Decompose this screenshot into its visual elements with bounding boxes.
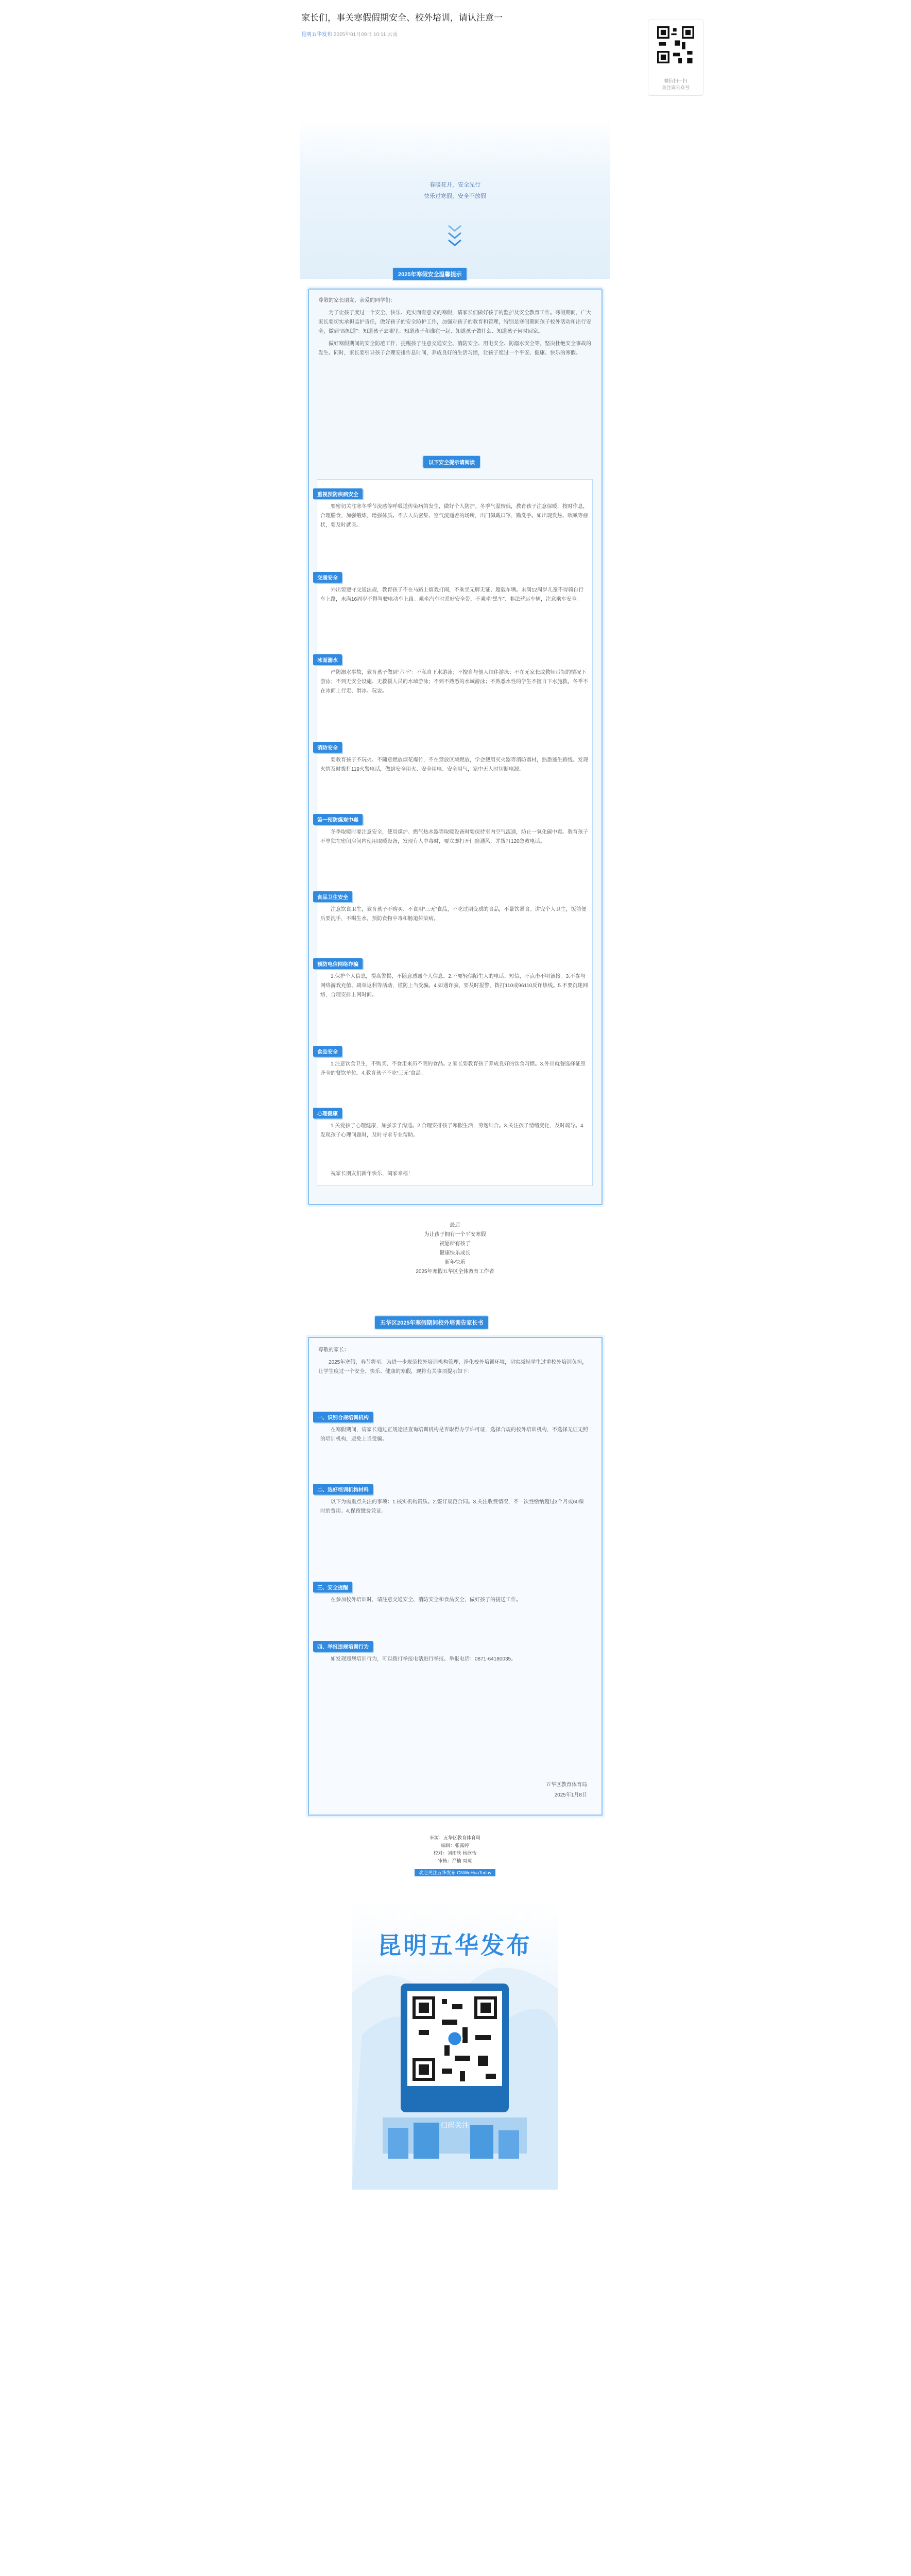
notice-title: 五华区2025年寒假期间校外培训告家长书: [375, 1316, 488, 1329]
credit-line: 编辑：张露婷: [441, 1843, 469, 1848]
section-text: [320, 972, 588, 1003]
credit-line: 审核：严楠 周琼: [438, 1858, 472, 1863]
notice-panel: [308, 1337, 603, 1816]
section-paragraph: 要教育孩子不玩火、不随意燃放烟花爆竹，不在禁放区域燃放，学会使用灭火器等消防器材，熟悉逃生路线。发现火情及时拨打119火警电话，做到安全用火、安全用电、安全用气，家中无人时切断电源。: [320, 757, 588, 772]
notice-section-tag: 一、识别合规培训机构: [313, 1412, 373, 1422]
closing-line: 新年快乐: [444, 1260, 466, 1265]
notice-section-tag: 二、选好培训机构材料: [313, 1484, 373, 1495]
section-text: [320, 1122, 588, 1143]
section-tag: 第一预防煤炭中毒: [313, 814, 363, 825]
section-paragraph: 1.关爱孩子心理健康，加强亲子沟通。2.合理安排孩子寒假生活，劳逸结合。3.关注孩子情绪变化，及时疏导。4.发现孩子心理问题时，及时寻求专业帮助。: [320, 1123, 585, 1138]
follow-tag: 欢迎关注五华发布 CNWuHuaToday: [415, 1869, 495, 1876]
notice-section-tag: 三、安全提醒: [313, 1582, 352, 1592]
closing-line: 祝愿所有孩子: [439, 1241, 471, 1247]
notice-section-tag: 四、举报违规培训行为: [313, 1641, 373, 1652]
credit-line: 校对：刘雨欣 杨欣怡: [433, 1851, 477, 1856]
section-tag: 食品卫生安全: [313, 891, 352, 902]
source-link[interactable]: 昆明五华发布: [301, 32, 332, 38]
notice-section-paragraph: 以下为需重点关注的事项：1.核实机构资质。2.签订规范合同。3.关注收费情况，不一次性缴纳超过3个月或60课时的费用。4.保留缴费凭证。: [320, 1499, 584, 1514]
notice-paragraph: 2025年寒假，春节将至。为进一步规范校外培训机构管理，净化校外培训环境，切实减轻学生过重校外培训负担，让学生度过一个安全、快乐、健康的寒假，现将有关事项提示如下：: [318, 1360, 588, 1375]
section-tag: 食品安全: [313, 1046, 342, 1057]
section-text: [320, 586, 588, 607]
notice-sign-date: 2025年1月8日: [554, 1792, 587, 1798]
letter-intro: [318, 296, 591, 361]
notice-section-paragraph: 在参加校外培训时，请注意交通安全、消防安全和食品安全，做好孩子的接送工作。: [331, 1597, 521, 1603]
credits-block: [300, 1834, 610, 1877]
notice-intro: [318, 1346, 591, 1380]
notice-section-text: [320, 1655, 588, 1667]
section-paragraph: 1.保护个人信息，提高警惕，不随意透露个人信息。2.不要轻信陌生人的电话、短信，不点击不明链接。3.不参与网络游戏充值、刷单返利等活动，谨防上当受骗。4.如遇诈骗，要及时报警，拨打110或96110反诈热线。5.不要沉迷网络，合理安排上网时间。: [320, 974, 588, 998]
tips-title: 以下安全提示请阅读: [423, 456, 480, 468]
closing-line: 为让孩子拥有一个平安寒假: [424, 1232, 486, 1238]
letter-greeting: 尊敬的家长朋友、亲爱的同学们：: [318, 298, 396, 303]
notice-greeting: 尊敬的家长：: [318, 1347, 349, 1353]
closing-block: [300, 1221, 610, 1277]
section-tag: 心理健康: [313, 1108, 342, 1118]
section-paragraph: 严防溺水事故，教育孩子做到“六不”：不私自下水游泳；不擅自与他人结伴游泳；不在无家长或教师带领的情况下游泳；不到无安全设施、无救援人员的水域游泳；不到不熟悉的水域游泳；不熟悉水性的学生不擅自下水施救。冬季不在冰面上行走、滑冰、玩耍。: [320, 670, 588, 694]
notice-section-paragraph: 在寒假期间，请家长通过正规途径查询培训机构是否取得办学许可证，选择合规的校外培训机构，不选择无证无照的培训机构，避免上当受骗。: [320, 1427, 588, 1442]
letter-paragraph: 做好寒假期间的安全防范工作，提醒孩子注意交通安全、消防安全、用电安全、防溺水安全等，坚决杜绝安全事故的发生。同时，家长要引导孩子合理安排作息时间，养成良好的生活习惯，让孩子度过一个平安、健康、快乐的寒假。: [318, 341, 591, 356]
letter-paragraph: 为了让孩子度过一个安全、快乐、充实而有意义的寒假，请家长们做好孩子的监护及安全教育工作。寒假期间，广大家长要切实承担监护责任，做好孩子的安全防护工作，加强对孩子的教育和管理，特别是寒假期间孩子校外活动和出行安全，做到“四知道”：知道孩子去哪里、知道孩子和谁在一起、知道孩子做什么、知道孩子何时回家。: [318, 310, 591, 334]
article-title: 家长们，事关寒假假期安全、校外培训，请认注意一: [301, 13, 503, 23]
closing-line: 2025年寒假五华区全体教育工作者: [416, 1269, 494, 1275]
closing-line: 健康快乐成长: [439, 1250, 471, 1256]
closing-line: 最后: [450, 1223, 460, 1228]
credit-line: 来源：五华区教育体育局: [429, 1835, 480, 1840]
section-paragraph: 冬季取暖时要注意安全，使用煤炉、燃气热水器等取暖设备时要保持室内空气流通，防止一氧化碳中毒。教育孩子不单独在密闭房间内使用取暖设备，发现有人中毒时，要立即打开门窗通风，并拨打120急救电话。: [320, 829, 588, 844]
notice-section-text: [320, 1596, 588, 1608]
section-tag: 交通安全: [313, 572, 342, 583]
section-tag: 冰面溺水: [313, 654, 342, 665]
closing-paragraph: 祝家长朋友们新年快乐，阖家幸福！: [331, 1171, 413, 1177]
notice-section-paragraph: 如发现违规培训行为，可以拨打举报电话进行举报。举报电话：0871-64180035。: [331, 1656, 517, 1662]
publish-date: 2025年01月09日 10:11 云南: [333, 32, 398, 38]
qr-code-icon: [657, 26, 694, 63]
section-text: [320, 668, 588, 699]
section-text: [320, 756, 588, 777]
notice-sign-org: 五华区教育体育局: [546, 1782, 587, 1788]
section-paragraph: 注意饮食卫生，教育孩子不购买、不食用“三无”食品，不吃过期变质的食品，不暴饮暴食。讲究个人卫生，饭前便后要洗手，不喝生水，预防食物中毒和肠道传染病。: [320, 907, 587, 922]
notice-section-text: [320, 1426, 588, 1447]
section-text: [320, 905, 588, 927]
qr-caption: 微信扫一扫 关注该公众号: [661, 78, 690, 90]
qr-card: [648, 20, 703, 96]
section-paragraph: 要密切关注寒冬季节流感等呼吸道传染病的发生，做好个人防护。冬季气温较低，教育孩子注意保暖，按时作息，合理膳食，加强锻炼，增强体质。不去人员密集、空气流通差的场所，出门佩戴口罩，勤洗手。如出现发热、咳嗽等症状，要及时就医。: [320, 504, 588, 528]
section-text: [320, 828, 588, 850]
poster-subtitle: 扫码关注: [440, 2121, 469, 2129]
section-tag: 预防电信网络诈骗: [313, 958, 363, 969]
chevron-down-icon: [447, 222, 462, 247]
slogan-line-1: 春暖花开，安全先行: [429, 182, 480, 188]
section-tag: 重视预防疾病安全: [313, 488, 363, 499]
notice-section-text: [320, 1498, 588, 1519]
slogan-line-2: 快乐过寒假，安全不放假: [424, 193, 486, 199]
section-paragraph: 1.注意饮食卫生，不购买、不食用来历不明的食品。2.家长要教育孩子养成良好的饮食习惯。3.外出就餐选择证照齐全的餐饮单位。4.教育孩子不吃“三无”食品。: [320, 1061, 586, 1076]
section-text: [320, 1060, 588, 1081]
section-paragraph: 外出要遵守交通法规，教育孩子不在马路上嬉戏打闹，不乘坐无牌无证、超载车辆。未满12周岁儿童不得骑自行车上路，未满16周岁不得驾驶电动车上路。乘坐汽车时系好安全带，不乘坐“黑车”、非法营运车辆，注意乘车安全。: [320, 587, 584, 602]
section-tag: 消防安全: [313, 742, 342, 753]
section-text: [320, 502, 588, 533]
article-meta: [301, 30, 398, 38]
letter-closing: [320, 1170, 588, 1182]
poster-title: 昆明五华发布: [377, 1932, 532, 1959]
letter-title: 2025年寒假安全温馨提示: [393, 268, 467, 280]
